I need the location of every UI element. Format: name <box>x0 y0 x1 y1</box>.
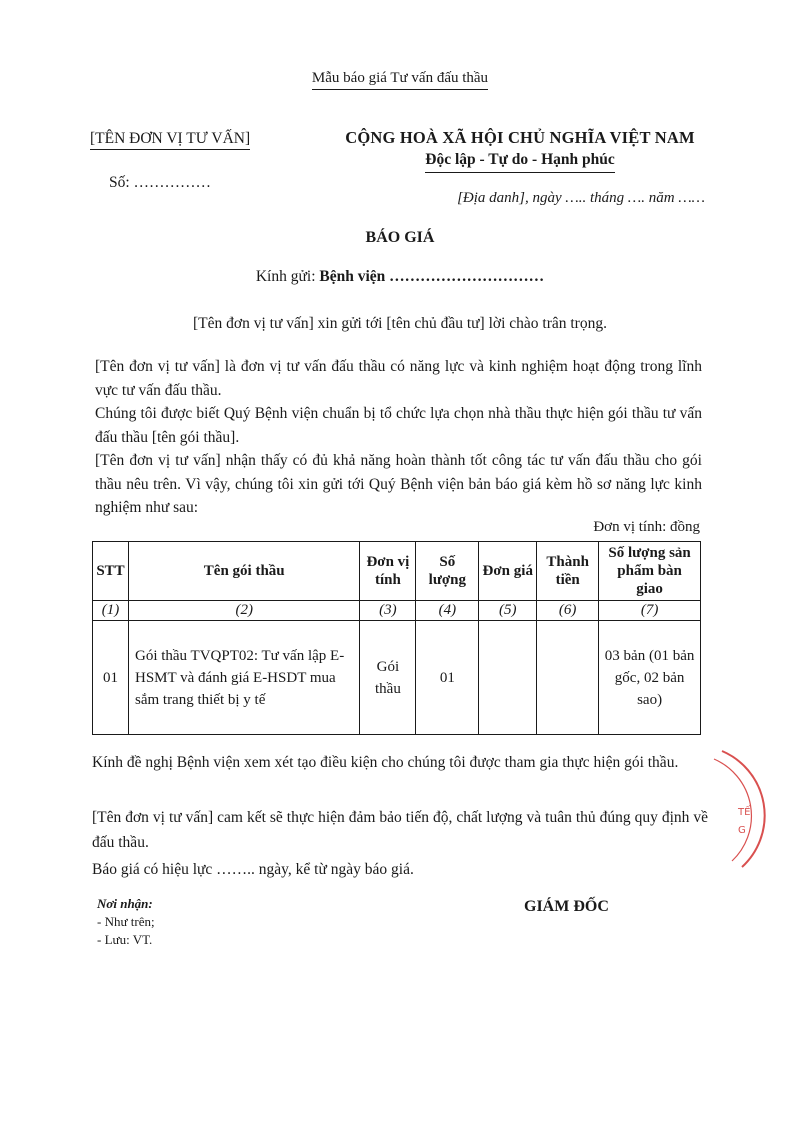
cell-quantity: 01 <box>416 621 479 735</box>
quotation-table <box>92 541 701 735</box>
table-row <box>93 621 701 735</box>
closing-paragraph-3: Báo giá có hiệu lực …….. ngày, kể từ ngày báo giá. <box>92 861 414 878</box>
body-paragraph-2: Chúng tôi được biết Quý Bệnh viện chuẩn bị tổ chức lựa chọn nhà thầu thực hiện gói thầu tư vấn đấu thầu [tên gói thầu]. <box>95 405 702 446</box>
closing-paragraph-1: Kính đề nghị Bệnh viện xem xét tạo điều kiện cho chúng tôi được tham gia thực hiện gói thầu. <box>92 754 679 771</box>
header-stt: STT <box>93 542 129 601</box>
signature-title: GIÁM ĐỐC <box>524 898 609 915</box>
addressee-name: Bệnh viện ………………………… <box>319 268 545 285</box>
table-numbering-row <box>93 601 701 621</box>
header-quantity: Số lượng <box>416 542 479 601</box>
recipient-item: - Lưu: VT. <box>97 932 153 947</box>
stamp-text-2: G <box>738 825 746 836</box>
national-title: CỘNG HOÀ XÃ HỘI CHỦ NGHĨA VIỆT NAM <box>345 128 695 147</box>
header-deliverables: Số lượng sản phẩm bàn giao <box>599 542 701 601</box>
closing-paragraph-2: [Tên đơn vị tư vấn] cam kết sẽ thực hiện đảm bảo tiến độ, chất lượng và tuân thủ đúng quy định về đấu thầu. <box>92 809 708 851</box>
addressee-prefix: Kính gửi: <box>255 268 320 285</box>
col-number: (6) <box>537 601 599 621</box>
greeting: [Tên đơn vị tư vấn] xin gửi tới [tên chủ đầu tư] lời chào trân trọng. <box>193 315 607 332</box>
table-header-row <box>93 542 701 601</box>
header-unit-price: Đơn giá <box>479 542 537 601</box>
col-number: (2) <box>128 601 359 621</box>
recipient-item: - Như trên; <box>97 914 155 929</box>
recipients-block <box>97 895 155 949</box>
cell-amount <box>537 621 599 735</box>
header-unit: Đơn vị tính <box>360 542 416 601</box>
cell-stt: 01 <box>93 621 129 735</box>
body-paragraph-3: [Tên đơn vị tư vấn] nhận thấy có đủ khả năng hoàn thành tốt công tác tư vấn đấu thầu cho gói thầu nêu trên. Vì vậy, chúng tôi xin gửi tới Quý Bệnh viện bản báo giá kèm hồ sơ năng lực kinh nghiệm như sau: <box>95 452 702 516</box>
cell-package-name: Gói thầu TVQPT02: Tư vấn lập E-HSMT và đánh giá E-HSDT mua sắm trang thiết bị y tế <box>128 621 359 735</box>
currency-unit-note: Đơn vị tính: đồng <box>593 519 700 535</box>
col-number: (1) <box>93 601 129 621</box>
cell-deliverables: 03 bản (01 bản gốc, 02 bản sao) <box>599 621 701 735</box>
document-template-title: Mẫu báo giá Tư vấn đấu thầu <box>0 70 800 87</box>
red-stamp-fragment <box>700 745 800 875</box>
body-paragraph-1: [Tên đơn vị tư vấn] là đơn vị tư vấn đấu thầu có năng lực và kinh nghiệm hoạt động trong lĩnh vực tư vấn đấu thầu. <box>95 358 702 399</box>
header-package-name: Tên gói thầu <box>128 542 359 601</box>
cell-unit: Gói thầu <box>360 621 416 735</box>
place-date: [Địa danh], ngày ….. tháng …. năm …… <box>457 190 705 206</box>
addressee-line <box>0 268 800 286</box>
consultant-org-name: [TÊN ĐƠN VỊ TƯ VẤN] <box>90 130 250 148</box>
stamp-text-1: TẾ <box>738 807 751 818</box>
col-number: (3) <box>360 601 416 621</box>
document-number: Số: …………… <box>109 174 212 191</box>
quotation-heading: BÁO GIÁ <box>365 229 435 246</box>
recipients-label: Nơi nhận: <box>97 896 153 911</box>
header-amount: Thành tiền <box>537 542 599 601</box>
col-number: (4) <box>416 601 479 621</box>
col-number: (5) <box>479 601 537 621</box>
cell-unit-price <box>479 621 537 735</box>
national-motto: Độc lập - Tự do - Hạnh phúc <box>335 151 705 169</box>
col-number: (7) <box>599 601 701 621</box>
